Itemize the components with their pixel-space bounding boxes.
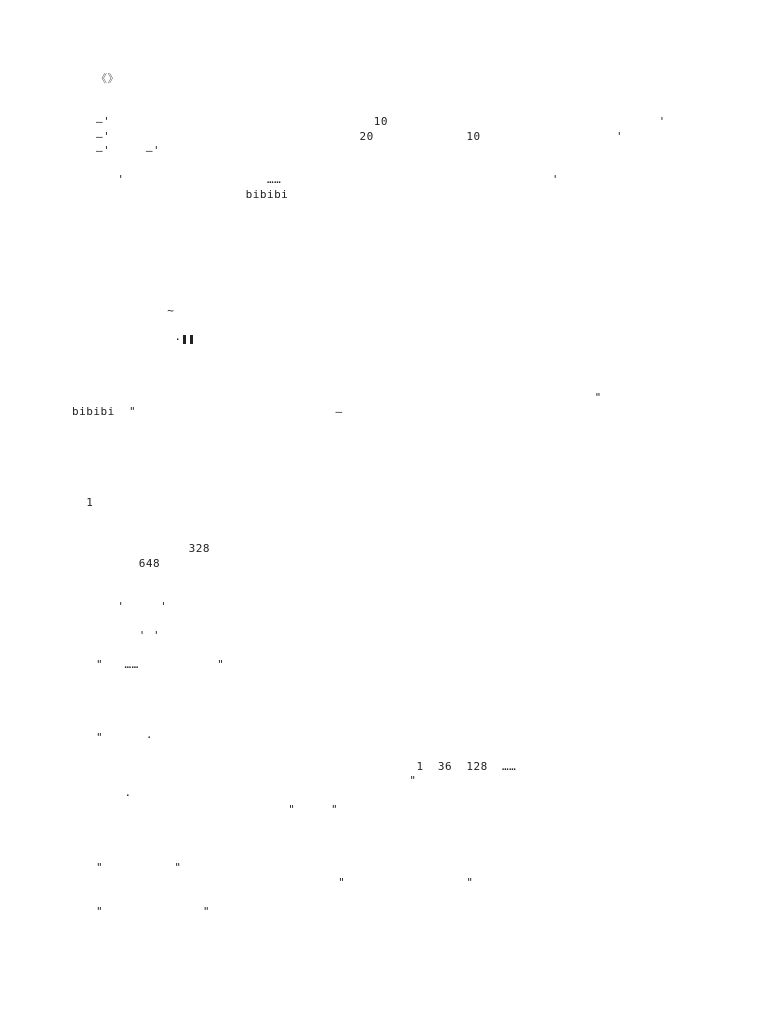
line-6: —' —' <box>96 144 161 157</box>
section-heading: 1 <box>72 496 94 509</box>
pause-glyph-bar <box>190 335 193 344</box>
line-32: 648 <box>96 557 161 570</box>
line-56: " " <box>96 905 210 918</box>
line-9: bibibi <box>96 188 289 201</box>
line-53: " " <box>96 861 182 874</box>
line-23: " <box>96 391 688 404</box>
line-24: bibibi " — <box>72 405 343 418</box>
line-48: · <box>96 789 132 802</box>
line-46: 1 36 128 …… <box>96 760 517 773</box>
line-8: ' …… ' <box>96 173 559 186</box>
pause-glyph-bar <box>183 335 186 344</box>
line-35: ' ' <box>96 600 168 613</box>
line-5: —' 20 10 ' <box>96 130 624 143</box>
line-1: 《》 <box>96 72 119 85</box>
line-39: " …… " <box>96 658 225 671</box>
line-17: ~ <box>96 304 175 317</box>
line-37: ' ' <box>96 629 161 642</box>
line-44: " · <box>96 731 153 744</box>
line-19 <box>96 333 195 347</box>
line-4: —' 10 ' <box>96 115 666 128</box>
line-54: " " <box>96 876 474 889</box>
line-49: " " <box>96 803 339 816</box>
line-19-text: · <box>96 333 182 346</box>
line-31: 328 <box>96 542 210 555</box>
line-47: " <box>96 774 417 787</box>
